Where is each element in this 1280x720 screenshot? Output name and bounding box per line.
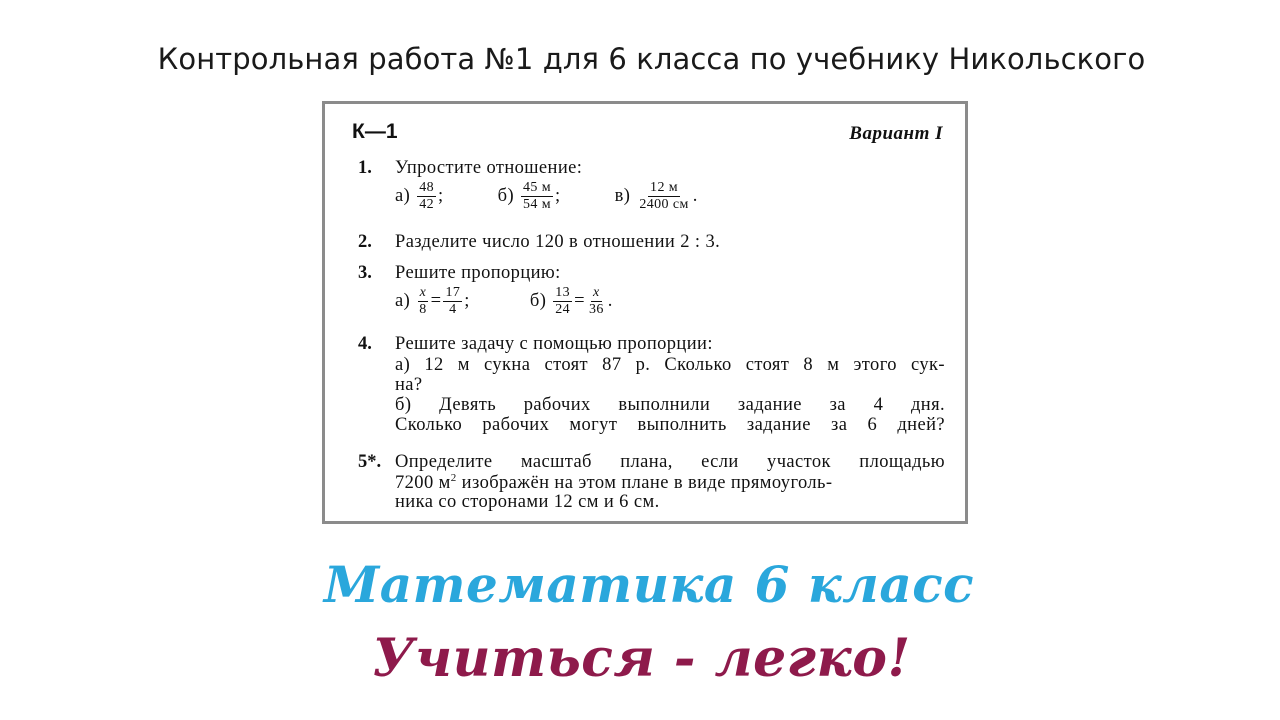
task-3b-right-fraction: $\frac{x}{36}$ bbox=[588, 285, 604, 317]
task-4b-line-2: Сколько рабочих могут выполнить задание за 6 дней? bbox=[395, 415, 945, 435]
task-1-number: 1. bbox=[358, 158, 372, 178]
variant-label: Вариант I bbox=[849, 123, 943, 144]
task-4-text: Решите задачу с помощью пропорции: bbox=[395, 334, 713, 354]
footer-slogan: Учиться - легко! bbox=[372, 628, 911, 689]
task-3a-label: а) bbox=[395, 290, 411, 311]
task-5-line-1: Определите масштаб плана, если участок площадью bbox=[395, 452, 945, 472]
task-1a-label: а) bbox=[395, 185, 411, 206]
task-3b-left-fraction: $\frac{13}{24}$ bbox=[555, 285, 571, 317]
task-1b-label: б) bbox=[497, 185, 514, 206]
task-4b-line-1: б) Девять рабочих выполнили задание за 4 дня. bbox=[395, 395, 945, 415]
task-5-line-2: 7200 $м^2$ изображён на этом плане в виде прямоуголь- bbox=[395, 472, 833, 494]
footer-subject: Математика 6 класс bbox=[323, 555, 975, 614]
task-4a-line-1: а) 12 м сукна стоят 87 р. Сколько стоят 8 м этого сук- bbox=[395, 355, 945, 375]
task-3a-left-fraction: $\frac{x}{8}$ bbox=[419, 285, 427, 317]
task-3b-label: б) bbox=[529, 290, 547, 311]
task-4-number: 4. bbox=[358, 334, 372, 354]
page-title: Контрольная работа №1 для 6 класса по учебнику Никольского bbox=[157, 42, 1146, 76]
task-1-options: а) $\frac{48}{42}$ ; б) $\frac{45 м}{54 м}$ ; в) $\frac{12 м}{2400 см}$ . bbox=[395, 180, 698, 212]
task-1c-fraction: $\frac{12 м}{2400 см}$ bbox=[639, 180, 689, 212]
task-4a-line-2: на? bbox=[395, 375, 423, 395]
test-card bbox=[322, 101, 968, 524]
test-code: К—1 bbox=[352, 120, 398, 143]
task-1c-label: в) bbox=[614, 185, 631, 206]
task-3-text: Решите пропорцию: bbox=[395, 263, 561, 283]
task-5-number: 5*. bbox=[358, 452, 382, 472]
task-5-line-3: ника со сторонами 12 см и 6 см. bbox=[395, 492, 660, 512]
task-1b-fraction: $\frac{45 м}{54 м}$ bbox=[523, 180, 551, 212]
task-2-text: Разделите число 120 в отношении 2 : 3. bbox=[395, 232, 721, 252]
task-3-number: 3. bbox=[358, 263, 372, 283]
task-3-options: а) $\frac{x}{8}$ = $\frac{17}{4}$ ; б) $\frac{13}{24}$ = $\frac{x}{36}$ . bbox=[395, 285, 613, 317]
task-3a-right-fraction: $\frac{17}{4}$ bbox=[445, 285, 461, 317]
task-2-number: 2. bbox=[358, 232, 372, 252]
task-1a-fraction: $\frac{48}{42}$ bbox=[419, 180, 435, 212]
task-1-text: Упростите отношение: bbox=[395, 158, 583, 178]
